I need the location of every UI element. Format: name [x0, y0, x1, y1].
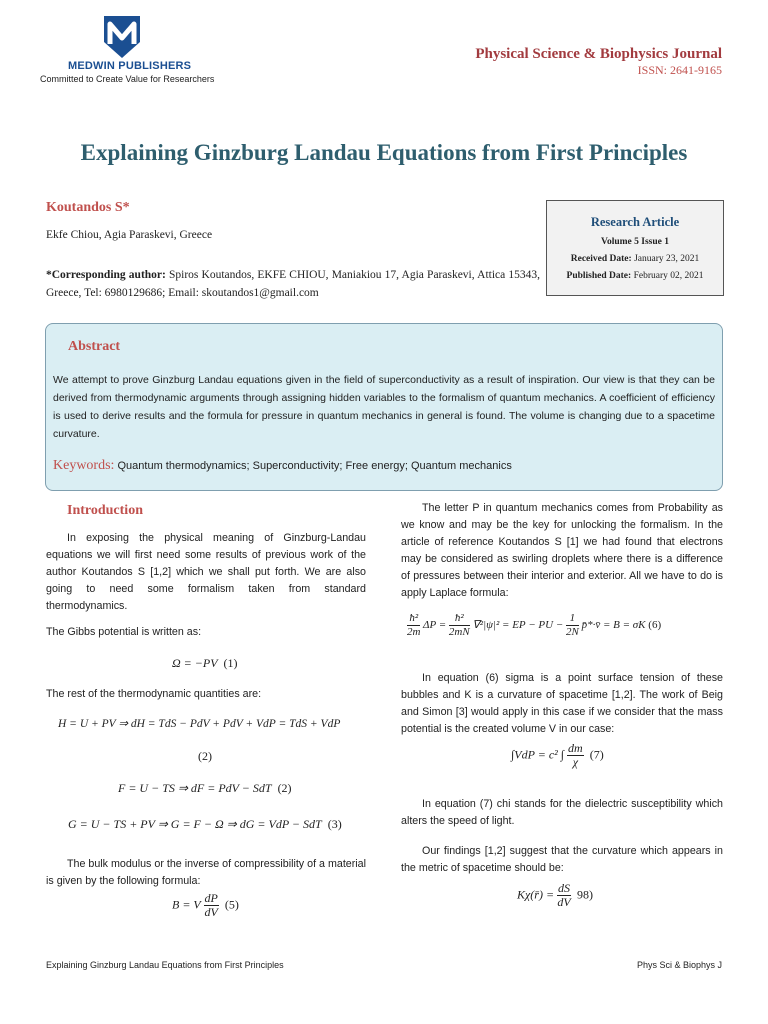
equation-3: F = U − TS ⇒ dF = PdV − SdT (2): [118, 781, 292, 795]
right-paragraph-2: In equation (6) sigma is a point surface tension of these bubbles and K is a curvature of spacetime [1,2]. The work of Beig and Simon [3] would apply in this case if we consider that the mass potential is the created volume V in our case:: [401, 672, 723, 735]
right-paragraph-3: In equation (7) chi stands for the dielectric susceptibility which alters the speed of light.: [401, 798, 723, 827]
equation-2: H = U + PV ⇒ dH = TdS − PdV + PdV + VdP = TdS + VdP: [58, 718, 341, 730]
abstract-heading: Abstract: [68, 339, 121, 354]
equation-8: Kχ(r̄) = $\frac{dS}{dV}$ 98): [517, 881, 594, 909]
keywords: [53, 458, 512, 474]
medwin-logo-icon: [100, 14, 144, 60]
intro-paragraph-3: The rest of the thermodynamic quantities are:: [46, 688, 262, 700]
published-date: Published Date: February 02, 2021: [566, 271, 704, 281]
equation-2-number: (2): [198, 749, 212, 763]
abstract-box: [45, 323, 723, 491]
journal-header: [475, 46, 722, 78]
corresponding-text: Spiros Koutandos, EKFE CHIOU, Maniakiou 17, Agia Paraskevi, Attica 15343, Greece, Tel: 6980129686; Email: skoutandos1@gmail.com: [46, 269, 540, 299]
footer-journal: Phys Sci & Biophys J: [636, 960, 722, 970]
right-column: [401, 500, 723, 940]
introduction-heading: Introduction: [67, 503, 143, 518]
paper-title: Explaining Ginzburg Landau Equations from First Principles: [80, 140, 688, 165]
received-date: Received Date: January 23, 2021: [570, 254, 700, 264]
article-volume: Volume 5 Issue 1: [600, 237, 669, 247]
author-affiliation: Ekfe Chiou, Agia Paraskevi, Greece: [46, 229, 213, 241]
journal-issn: ISSN: 2641-9165: [637, 63, 722, 77]
publisher-logo: [40, 14, 230, 86]
journal-name: Physical Science & Biophysics Journal: [475, 46, 722, 62]
corresponding-author: [46, 266, 540, 302]
author-name: Koutandos S*: [46, 200, 130, 215]
corresponding-label: *Corresponding author:: [46, 269, 166, 281]
keywords-label: Keywords:: [53, 458, 115, 473]
intro-paragraph-4: The bulk modulus or the inverse of compressibility of a material is given by the following formula:: [46, 858, 366, 887]
equation-7: ∫VdP = c² ∫ $\frac{dm}{\chi}$ (7): [511, 741, 604, 769]
equation-1: Ω = −PV (1): [172, 656, 238, 670]
left-column: [46, 500, 366, 940]
abstract-text: We attempt to prove Ginzburg Landau equations given in the field of superconductivity as a result of inspiration. Our view is that they can be derived from thermodynamic arguments through assigning hidden variables to the formalism of quantum mechanics. A coefficient of efficiency is used to derive results and the formula for pressure in quantum mechanics in general is found. The volume is changing due to a spacetime curvature.: [53, 374, 715, 440]
right-paragraph-4: Our findings [1,2] suggest that the curvature which appears in the metric of spacetime should be:: [401, 845, 723, 874]
right-paragraph-1: The letter P in quantum mechanics comes from Probability as we know and may be the key for unlocking the formalism. In the article of reference Koutandos S [1] we had found that electrons may be considered as swirling droplets where there is a difference of pressures between their interior and exterior. All we have to do is apply Laplace formula:: [401, 502, 723, 599]
publisher-name: MEDWIN PUBLISHERS: [68, 60, 192, 72]
article-info-box: [546, 200, 724, 296]
publisher-tagline: Committed to Create Value for Researchers: [40, 74, 215, 84]
keywords-text: Quantum thermodynamics; Superconductivity; Free energy; Quantum mechanics: [117, 460, 512, 472]
equation-6: $\frac{\text{ħ²}}{2m}$ ΔP = $\frac{\text{ħ²}}{2mN}$ ∇²|ψ|² = EP − PU − $\frac{1}{2N}$ p̄*·v̄ = B = σK (6): [407, 612, 662, 638]
article-type: Research Article: [590, 215, 680, 229]
intro-paragraph-1: In exposing the physical meaning of Ginzburg-Landau equations we will first need some results of previous work of the author Koutandos S [1,2] which we shall put forth. We are also going to need some formalism taken from standard thermodynamics.: [46, 532, 366, 612]
intro-paragraph-2: The Gibbs potential is written as:: [46, 626, 202, 638]
equation-4: G = U − TS + PV ⇒ G = F − Ω ⇒ dG = VdP − SdT (3): [68, 817, 342, 831]
equation-5: B = V $\frac{dP}{dV}$ (5): [172, 891, 239, 919]
footer-title: Explaining Ginzburg Landau Equations from First Principles: [46, 960, 284, 970]
